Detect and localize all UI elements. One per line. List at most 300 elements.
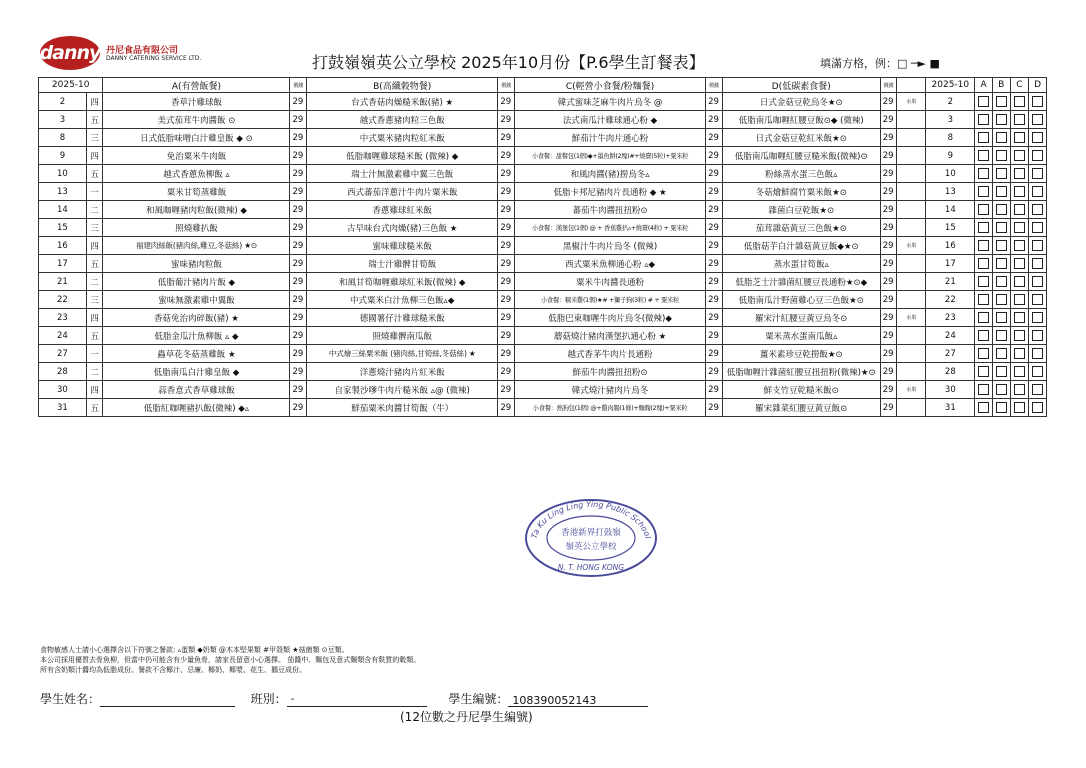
choice-checkbox-b[interactable] (996, 348, 1007, 359)
company-name-cn: 丹尼食品有限公司 (106, 46, 179, 56)
cell-fruit (897, 183, 926, 201)
cell-fruit (897, 201, 926, 219)
cell-wk: 三 (86, 291, 103, 309)
choice-cell-d (1029, 183, 1047, 201)
choice-checkbox-a[interactable] (978, 312, 989, 323)
cell-c: 蕃茄牛肉醬扭扭粉⊙ (514, 201, 705, 219)
choice-checkbox-d[interactable] (1032, 132, 1043, 143)
student-name-field[interactable] (100, 693, 235, 707)
choice-checkbox-b[interactable] (996, 204, 1007, 215)
cell-pc: 29 (706, 219, 723, 237)
choice-cell-a (975, 273, 993, 291)
choice-checkbox-a[interactable] (978, 294, 989, 305)
cell-wk: 四 (86, 237, 103, 255)
cell-c: 小食餐：糯米雞(1個)★# +獅子狗(3粒) # + 粟米粒 (514, 291, 705, 309)
cell-a: 低脂葡汁豬肉片飯 ◆ (103, 273, 290, 291)
choice-cell-b (992, 165, 1010, 183)
table-row (39, 255, 1047, 273)
table-row (39, 327, 1047, 345)
choice-checkbox-b[interactable] (996, 150, 1007, 161)
choice-cell-b (992, 147, 1010, 165)
choice-checkbox-c[interactable] (1014, 168, 1025, 179)
cell-day2: 28 (926, 363, 975, 381)
cell-pc: 29 (706, 273, 723, 291)
choice-cell-d (1029, 129, 1047, 147)
cell-b: 鮮茄粟米肉醬甘筍飯（牛） (307, 399, 498, 417)
choice-checkbox-a[interactable] (978, 204, 989, 215)
cell-pc: 29 (706, 237, 723, 255)
choice-checkbox-d[interactable] (1032, 330, 1043, 341)
choice-checkbox-d[interactable] (1032, 366, 1043, 377)
cell-day: 3 (39, 111, 87, 129)
cell-day2: 30 (926, 381, 975, 399)
class-field[interactable]: - (287, 694, 427, 707)
cell-pd: 29 (880, 327, 897, 345)
cell-d: 低脂芝士汁雜菌紅腰豆長通粉★⊙◆ (722, 273, 880, 291)
cell-d: 粟米蒸水蛋南瓜飯▵ (722, 327, 880, 345)
choice-checkbox-a[interactable] (978, 132, 989, 143)
cell-a: 越式香蔥魚柳飯 ▵ (103, 165, 290, 183)
cell-c: 小食餐：漢堡包(1個) @ + 香蕉雞扒▵+燒賣(4粒) + 粟米粒 (514, 219, 705, 237)
cell-day2: 22 (926, 291, 975, 309)
choice-cell-c (1010, 363, 1029, 381)
cell-pb: 29 (498, 183, 515, 201)
choice-cell-d (1029, 273, 1047, 291)
cell-c: 越式香茅牛肉片長通粉 (514, 345, 705, 363)
cell-a: 低脂紅咖喱豬扒飯(微辣) ◆▵ (103, 399, 290, 417)
cell-a: 和風咖喱豬肉粒飯(微辣) ◆ (103, 201, 290, 219)
cell-wk: 一 (86, 183, 103, 201)
cell-pc: 29 (706, 309, 723, 327)
cell-c: 小食餐：熱狗包(1個) @+雞肉腸(1條)+麵麴(2塊)+粟米粒 (514, 399, 705, 417)
cell-pa: 29 (290, 111, 307, 129)
choice-checkbox-b[interactable] (996, 366, 1007, 377)
table-row (39, 183, 1047, 201)
choice-a-header: A (975, 78, 993, 93)
col-c-header: C(輕營小食餐/粉麵餐) (514, 78, 705, 93)
choice-checkbox-a[interactable] (978, 384, 989, 395)
choice-checkbox-a[interactable] (978, 150, 989, 161)
choice-checkbox-d[interactable] (1032, 204, 1043, 215)
cell-a: 免治粟米牛肉飯 (103, 147, 290, 165)
choice-checkbox-a[interactable] (978, 222, 989, 233)
cell-pd: 29 (880, 345, 897, 363)
cell-pa: 29 (290, 147, 307, 165)
cell-pd: 29 (880, 183, 897, 201)
choice-checkbox-a[interactable] (978, 168, 989, 179)
student-id-field[interactable]: 108390052143 (508, 694, 648, 707)
cell-b: 中式粟米豬肉粒紅米飯 (307, 129, 498, 147)
cell-pb: 29 (498, 291, 515, 309)
choice-cell-a (975, 363, 993, 381)
cell-day: 17 (39, 255, 87, 273)
cell-pa: 29 (290, 165, 307, 183)
cell-d: 日式金菇豆乾紅米飯★⊙ (722, 129, 880, 147)
cell-pb: 29 (498, 129, 515, 147)
cell-pc: 29 (706, 165, 723, 183)
choice-cell-c (1010, 237, 1029, 255)
choice-checkbox-a[interactable] (978, 186, 989, 197)
choice-checkbox-b[interactable] (996, 330, 1007, 341)
cell-fruit (897, 345, 926, 363)
choice-checkbox-c[interactable] (1014, 312, 1025, 323)
cell-fruit (897, 165, 926, 183)
choice-checkbox-a[interactable] (978, 114, 989, 125)
choice-cell-d (1029, 165, 1047, 183)
choice-cell-c (1010, 219, 1029, 237)
cell-pd: 29 (880, 363, 897, 381)
cell-b: 洋蔥燒汁豬肉片紅米飯 (307, 363, 498, 381)
choice-cell-a (975, 237, 993, 255)
cell-pa: 29 (290, 291, 307, 309)
choice-c-header: C (1010, 78, 1029, 93)
cell-a: 低脂金瓜汁魚柳飯 ▵ ◆ (103, 327, 290, 345)
cell-day: 27 (39, 345, 87, 363)
choice-cell-d (1029, 309, 1047, 327)
choice-checkbox-c[interactable] (1014, 96, 1025, 107)
cell-fruit (897, 273, 926, 291)
cell-c: 西式粟米魚柳通心粉 ▵◆ (514, 255, 705, 273)
choice-checkbox-b[interactable] (996, 294, 1007, 305)
cell-c: 韓式燒汁豬肉片烏冬 (514, 381, 705, 399)
seal-outer-text: Ta Ku Ling Ling Ying Public School (529, 499, 653, 540)
cell-fruit (897, 363, 926, 381)
choice-cell-b (992, 291, 1010, 309)
choice-checkbox-c[interactable] (1014, 150, 1025, 161)
col-a-header: A(有營飯餐) (103, 78, 290, 93)
cell-day: 9 (39, 147, 87, 165)
choice-cell-c (1010, 165, 1029, 183)
cell-d: 低脂菇芋白汁雜菇黃豆飯◆★⊙ (722, 237, 880, 255)
choice-checkbox-c[interactable] (1014, 330, 1025, 341)
cell-a: 美式茄茸牛肉醬飯 ⊙ (103, 111, 290, 129)
cell-day2: 2 (926, 93, 975, 111)
cell-pd: 29 (880, 219, 897, 237)
choice-cell-d (1029, 147, 1047, 165)
choice-checkbox-d[interactable] (1032, 402, 1043, 413)
choice-cell-b (992, 237, 1010, 255)
choice-checkbox-d[interactable] (1032, 168, 1043, 179)
cell-fruit (897, 327, 926, 345)
choice-checkbox-b[interactable] (996, 132, 1007, 143)
cell-fruit (897, 291, 926, 309)
choice-cell-b (992, 183, 1010, 201)
choice-checkbox-c[interactable] (1014, 276, 1025, 287)
choice-checkbox-c[interactable] (1014, 402, 1025, 413)
cell-fruit (897, 219, 926, 237)
cell-pc: 29 (706, 93, 723, 111)
cell-pb: 29 (498, 201, 515, 219)
choice-checkbox-a[interactable] (978, 258, 989, 269)
cell-pc: 29 (706, 129, 723, 147)
cell-d: 羅宋汁紅腰豆黃豆烏冬⊙ (722, 309, 880, 327)
cell-day2: 16 (926, 237, 975, 255)
cell-c: 蘑菇燒汁豬肉漢堡扒通心粉 ★ (514, 327, 705, 345)
danny-logo: danny (40, 36, 100, 70)
seal-bottom-text: N. T. HONG KONG (557, 563, 625, 572)
choice-checkbox-a[interactable] (978, 276, 989, 287)
cell-wk: 五 (86, 111, 103, 129)
choice-checkbox-a[interactable] (978, 330, 989, 341)
cell-fruit (897, 255, 926, 273)
choice-checkbox-b[interactable] (996, 114, 1007, 125)
choice-checkbox-d[interactable] (1032, 384, 1043, 395)
cell-d: 低脂南瓜汁野菌雞心豆三色飯★⊙ (722, 291, 880, 309)
cell-c: 和風肉醬(豬)撈烏冬▵ (514, 165, 705, 183)
choice-cell-d (1029, 291, 1047, 309)
student-info-line (40, 690, 648, 707)
choice-checkbox-c[interactable] (1014, 204, 1025, 215)
cell-b: 台式香菇肉燥糙米飯(豬) ★ (307, 93, 498, 111)
cell-c: 鮮茄牛肉醬扭扭粉⊙ (514, 363, 705, 381)
choice-checkbox-a[interactable] (978, 402, 989, 413)
choice-checkbox-a[interactable] (978, 348, 989, 359)
col-b-header: B(高纖穀物餐) (307, 78, 498, 93)
cell-wk: 二 (86, 273, 103, 291)
cell-a: 蜜味豬肉粒飯 (103, 255, 290, 273)
cell-pa: 29 (290, 273, 307, 291)
choice-checkbox-c[interactable] (1014, 294, 1025, 305)
cell-day: 28 (39, 363, 87, 381)
cell-pb: 29 (498, 363, 515, 381)
table-row (39, 399, 1047, 417)
choice-cell-a (975, 165, 993, 183)
cell-pb: 29 (498, 381, 515, 399)
cell-c: 鮮茄汁牛肉片通心粉 (514, 129, 705, 147)
table-row (39, 219, 1047, 237)
cell-d: 低脂南瓜咖喱紅腰豆飯⊙◆ (微辣) (722, 111, 880, 129)
cell-pc: 29 (706, 255, 723, 273)
meal-order-table (38, 77, 1047, 417)
choice-cell-a (975, 291, 993, 309)
cell-pd: 29 (880, 291, 897, 309)
student-id-label: 學生編號： (448, 692, 509, 706)
cell-pa: 29 (290, 219, 307, 237)
cell-pa: 29 (290, 201, 307, 219)
choice-cell-b (992, 327, 1010, 345)
cell-day2: 21 (926, 273, 975, 291)
choice-checkbox-d[interactable] (1032, 222, 1043, 233)
cell-pc: 29 (706, 399, 723, 417)
cell-wk: 四 (86, 381, 103, 399)
cell-a: 香草汁雞球飯 (103, 93, 290, 111)
choice-checkbox-d[interactable] (1032, 294, 1043, 305)
choice-checkbox-c[interactable] (1014, 366, 1025, 377)
choice-checkbox-d[interactable] (1032, 186, 1043, 197)
cell-fruit: 水果 (897, 309, 926, 327)
month-header: 2025-10 (39, 78, 103, 93)
cell-wk: 五 (86, 399, 103, 417)
choice-checkbox-d[interactable] (1032, 258, 1043, 269)
choice-checkbox-b[interactable] (996, 186, 1007, 197)
cell-pd: 29 (880, 147, 897, 165)
cell-pc: 29 (706, 183, 723, 201)
cell-c: 低脂卡邦尼豬肉片長通粉 ◆ ★ (514, 183, 705, 201)
choice-checkbox-b[interactable] (996, 258, 1007, 269)
cell-b: 古早味台式肉燥(豬)三色飯 ★ (307, 219, 498, 237)
student-name-label: 學生姓名： (40, 692, 101, 706)
price-header: 價錢 (706, 78, 723, 93)
choice-cell-c (1010, 183, 1029, 201)
choice-checkbox-c[interactable] (1014, 384, 1025, 395)
choice-cell-b (992, 201, 1010, 219)
cell-pd: 29 (880, 237, 897, 255)
cell-wk: 五 (86, 165, 103, 183)
cell-d: 羅宋雜菜紅腰豆黃豆飯⊙ (722, 399, 880, 417)
choice-checkbox-a[interactable] (978, 240, 989, 251)
choice-cell-d (1029, 201, 1047, 219)
cell-pa: 29 (290, 327, 307, 345)
table-row (39, 93, 1047, 111)
choice-cell-b (992, 255, 1010, 273)
cell-fruit (897, 147, 926, 165)
cell-pd: 29 (880, 93, 897, 111)
choice-checkbox-a[interactable] (978, 366, 989, 377)
choice-cell-d (1029, 93, 1047, 111)
cell-day2: 17 (926, 255, 975, 273)
choice-checkbox-d[interactable] (1032, 312, 1043, 323)
cell-fruit (897, 111, 926, 129)
cell-pa: 29 (290, 93, 307, 111)
cell-wk: 一 (86, 345, 103, 363)
choice-checkbox-d[interactable] (1032, 150, 1043, 161)
cell-d: 薑米素珍豆乾撈飯★⊙ (722, 345, 880, 363)
choice-checkbox-b[interactable] (996, 168, 1007, 179)
fruit-header (897, 78, 926, 93)
choice-checkbox-b[interactable] (996, 96, 1007, 107)
choice-checkbox-c[interactable] (1014, 132, 1025, 143)
choice-checkbox-b[interactable] (996, 276, 1007, 287)
table-row (39, 345, 1047, 363)
cell-pb: 29 (498, 399, 515, 417)
cell-pd: 29 (880, 201, 897, 219)
cell-day2: 14 (926, 201, 975, 219)
choice-d-header: D (1029, 78, 1047, 93)
allergen-notes (40, 645, 420, 675)
choice-cell-b (992, 363, 1010, 381)
choice-cell-b (992, 129, 1010, 147)
choice-checkbox-d[interactable] (1032, 240, 1043, 251)
choice-checkbox-b[interactable] (996, 222, 1007, 233)
table-row (39, 147, 1047, 165)
cell-day: 22 (39, 291, 87, 309)
choice-checkbox-c[interactable] (1014, 186, 1025, 197)
choice-cell-d (1029, 237, 1047, 255)
cell-pc: 29 (706, 363, 723, 381)
cell-pb: 29 (498, 165, 515, 183)
choice-cell-b (992, 345, 1010, 363)
cell-day: 14 (39, 201, 87, 219)
cell-pb: 29 (498, 147, 515, 165)
cell-pd: 29 (880, 309, 897, 327)
cell-b: 西式蕃茄洋蔥汁牛肉片粟米飯 (307, 183, 498, 201)
cell-d: 蒸水蛋甘筍飯▵ (722, 255, 880, 273)
table-header-row (39, 78, 1047, 93)
table-row (39, 129, 1047, 147)
choice-cell-a (975, 129, 993, 147)
choice-checkbox-d[interactable] (1032, 276, 1043, 287)
cell-day2: 10 (926, 165, 975, 183)
cell-wk: 四 (86, 147, 103, 165)
choice-cell-c (1010, 399, 1029, 417)
cell-wk: 三 (86, 129, 103, 147)
cell-a: 蟲草花冬菇蒸雞飯 ★ (103, 345, 290, 363)
cell-day2: 24 (926, 327, 975, 345)
choice-checkbox-c[interactable] (1014, 258, 1025, 269)
choice-cell-d (1029, 363, 1047, 381)
cell-day2: 23 (926, 309, 975, 327)
choice-cell-c (1010, 327, 1029, 345)
cell-b: 瑞士汁雞髀甘筍飯 (307, 255, 498, 273)
choice-checkbox-b[interactable] (996, 402, 1007, 413)
choice-checkbox-c[interactable] (1014, 240, 1025, 251)
choice-cell-b (992, 111, 1010, 129)
choice-checkbox-d[interactable] (1032, 96, 1043, 107)
cell-pc: 29 (706, 111, 723, 129)
cell-d: 鮮支竹豆乾糙米飯⊙ (722, 381, 880, 399)
cell-a: 福建肉絲飯(豬肉絲,雞豆,冬菇絲) ★⊙ (103, 237, 290, 255)
cell-pb: 29 (498, 93, 515, 111)
choice-checkbox-c[interactable] (1014, 114, 1025, 125)
table-row (39, 381, 1047, 399)
choice-checkbox-b[interactable] (996, 240, 1007, 251)
cell-day2: 27 (926, 345, 975, 363)
cell-b: 自家製沙嗲牛肉片糙米飯 ▵@ (微辣) (307, 381, 498, 399)
cell-pa: 29 (290, 255, 307, 273)
choice-checkbox-b[interactable] (996, 312, 1007, 323)
choice-cell-a (975, 219, 993, 237)
cell-c: 法式南瓜汁雞球通心粉 ◆ (514, 111, 705, 129)
cell-c: 韓式蜜味芝麻牛肉片烏冬 @ (514, 93, 705, 111)
choice-cell-c (1010, 201, 1029, 219)
choice-checkbox-c[interactable] (1014, 222, 1025, 233)
school-seal (522, 492, 660, 578)
cell-b: 和風甘筍咖喱雞球紅米飯(微辣) ◆ (307, 273, 498, 291)
choice-checkbox-d[interactable] (1032, 114, 1043, 125)
choice-cell-c (1010, 309, 1029, 327)
choice-cell-b (992, 381, 1010, 399)
cell-pc: 29 (706, 381, 723, 399)
cell-day: 30 (39, 381, 87, 399)
cell-pa: 29 (290, 399, 307, 417)
price-header: 價錢 (880, 78, 897, 93)
cell-wk: 三 (86, 219, 103, 237)
cell-b: 瑞士汁無激素雞中翼三色飯 (307, 165, 498, 183)
cell-pb: 29 (498, 345, 515, 363)
choice-cell-c (1010, 291, 1029, 309)
cell-day2: 15 (926, 219, 975, 237)
choice-checkbox-a[interactable] (978, 96, 989, 107)
choice-cell-c (1010, 111, 1029, 129)
choice-checkbox-d[interactable] (1032, 348, 1043, 359)
cell-day2: 3 (926, 111, 975, 129)
cell-day2: 9 (926, 147, 975, 165)
choice-cell-a (975, 111, 993, 129)
cell-c: 粟米牛肉醬長通粉 (514, 273, 705, 291)
cell-a: 日式低脂味噌白汁雞皇飯 ◆ ⊙ (103, 129, 290, 147)
cell-b: 低脂咖喱雞球糙米飯 (微辣) ◆ (307, 147, 498, 165)
choice-checkbox-c[interactable] (1014, 348, 1025, 359)
cell-pc: 29 (706, 291, 723, 309)
choice-cell-d (1029, 399, 1047, 417)
cell-fruit: 水果 (897, 237, 926, 255)
choice-cell-a (975, 183, 993, 201)
table-row (39, 111, 1047, 129)
choice-checkbox-b[interactable] (996, 384, 1007, 395)
choice-cell-b (992, 219, 1010, 237)
table-row (39, 273, 1047, 291)
cell-a: 蜜味無激素雞中翼飯 (103, 291, 290, 309)
